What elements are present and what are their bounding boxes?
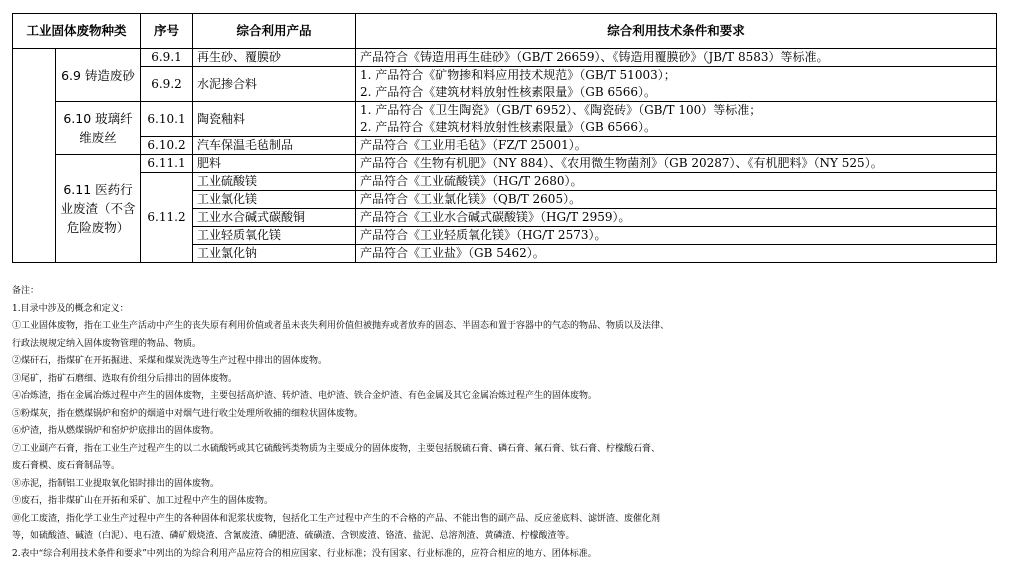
- note-line: ⑦工业副产石膏，指在工业生产过程产生的以二水硫酸钙或其它硫酸钙类物质为主要成分的固体废物，主要包括脱硫石膏、磷石膏、氟石膏、钛石膏、柠檬酸石膏、: [12, 443, 661, 454]
- row-requirement: [356, 137, 997, 155]
- requirement-line: 2. 产品符合《建筑材料放射性核素限量》（GB 6566）。: [360, 85, 657, 99]
- row-product: 工业水合碱式碳酸铜: [193, 209, 356, 227]
- note-line: 1.目录中涉及的概念和定义：: [12, 303, 129, 314]
- row-requirement: [356, 49, 997, 67]
- type-pharma-waste: 6.11 医药行业废渣（不含危险废物）: [56, 155, 141, 263]
- table-row: [13, 67, 997, 102]
- table-row: [13, 155, 997, 173]
- note-line: 行政法规规定纳入固体废物管理的物品、物质。: [12, 338, 202, 349]
- requirement-line: 2. 产品符合《建筑材料放射性核素限量》（GB 6566）。: [360, 120, 657, 134]
- requirement-line: 1. 产品符合《卫生陶瓷》（GB/T 6952）、《陶瓷砖》（GB/T 100）等标准；: [360, 103, 762, 117]
- note-line: ②煤矸石，指煤矿在开拓掘进、采煤和煤炭洗选等生产过程中排出的固体废物。: [12, 356, 328, 366]
- type-glass-fiber: 6.10 玻璃纤维废丝: [56, 102, 141, 155]
- row-requirement: [356, 227, 997, 245]
- table-header-row: [13, 14, 997, 49]
- requirement-line: 1. 产品符合《矿物掺和料应用技术规范》（GB/T 51003）；: [360, 68, 676, 82]
- row-requirement: [356, 191, 997, 209]
- table-row: [13, 173, 997, 191]
- row-no: 6.10.2: [141, 137, 193, 155]
- requirement-line: 产品符合《工业轻质氧化镁》（HG/T 2573）。: [360, 228, 607, 242]
- notes-section: [12, 283, 1000, 563]
- note-line: ④冶炼渣，指在金属冶炼过程中产生的固体废物，主要包括高炉渣、转炉渣、电炉渣、铁合金炉渣、有色金属及其它金属冶炼过程产生的固体废物。: [12, 391, 598, 401]
- note-line: 2.表中“综合利用技术条件和要求”中列出的为综合利用产品应符合的相应国家、行业标准；没有国家、行业标准的，应符合相应的地方、团体标准。: [12, 548, 597, 559]
- standards-table: [12, 13, 997, 263]
- requirement-line: 产品符合《工业盐》（GB 5462）。: [360, 246, 545, 260]
- type-foundry-sand: 6.9 铸造废砂: [56, 49, 141, 102]
- row-requirement: [356, 173, 997, 191]
- note-line: ③尾矿，指矿石磨细、选取有价组分后排出的固体废物。: [12, 373, 238, 384]
- row-no: 6.10.1: [141, 102, 193, 137]
- row-no: 6.9.2: [141, 67, 193, 102]
- row-product: 工业氯化钠: [193, 245, 356, 263]
- row-requirement: [356, 67, 997, 102]
- note-line: ⑩化工废渣，指化学工业生产过程中产生的各种固体和泥浆状废物，包括化工生产过程中产生的不合格的产品、不能出售的副产品、反应釜底料、滤饼渣、废催化剂: [12, 513, 661, 524]
- row-product: 陶瓷釉料: [193, 102, 356, 137]
- table-row: [13, 137, 997, 155]
- note-line: ⑧赤泥，指制铝工业提取氧化铝时排出的固体废物。: [12, 478, 220, 489]
- table-row: [13, 102, 997, 137]
- row-product: 肥料: [193, 155, 356, 173]
- row-no: 6.9.1: [141, 49, 193, 67]
- row-product: 水泥掺合料: [193, 67, 356, 102]
- row-product: 再生砂、覆膜砂: [193, 49, 356, 67]
- requirement-line: 产品符合《铸造用再生硅砂》（GB/T 26659）、《铸造用覆膜砂》（JB/T 8583）等标准。: [360, 50, 829, 64]
- row-requirement: [356, 209, 997, 227]
- row-requirement: [356, 102, 997, 137]
- note-line: 等，如硫酸渣、碱渣（白泥）、电石渣、磷矿煅烧渣、含氰废渣、磷肥渣、硫磺渣、含钡废渣、铬渣、盐泥、总溶剂渣、黄磷渣、柠檬酸渣等。: [12, 531, 575, 541]
- header-product: 综合利用产品: [193, 14, 356, 49]
- requirement-line: 产品符合《工业氯化镁》（QB/T 2605）。: [360, 192, 582, 206]
- row-product: 汽车保温毛毡制品: [193, 137, 356, 155]
- row-requirement: [356, 245, 997, 263]
- requirement-line: 产品符合《工业硫酸镁》（HG/T 2680）。: [360, 174, 583, 188]
- row-product: 工业轻质氧化镁: [193, 227, 356, 245]
- requirement-line: 产品符合《工业水合碱式碳酸镁》（HG/T 2959）。: [360, 210, 631, 224]
- row-product: 工业氯化镁: [193, 191, 356, 209]
- notes-heading: 备注：: [12, 286, 40, 296]
- note-line: ①工业固体废物，指在工业生产活动中产生的丧失原有利用价值或者虽未丧失利用价值但被抛弃或者放弃的固态、半固态和置于容器中的气态的物品、物质以及法律、: [12, 321, 670, 331]
- header-waste-type: 工业固体废物种类: [13, 14, 141, 49]
- row-no: 6.11.1: [141, 155, 193, 173]
- note-line: ⑤粉煤灰，指在燃煤锅炉和窑炉的烟道中对烟气进行收尘处理所收捕的细粒状固体废物。: [12, 408, 364, 419]
- note-line: ⑥炉渣，指从燃煤锅炉和窑炉炉底排出的固体废物。: [12, 426, 220, 436]
- requirement-line: 产品符合《工业用毛毡》（FZ/T 25001）。: [360, 138, 587, 152]
- row-no: 6.11.2: [141, 173, 193, 263]
- category-blank-cell: [13, 49, 56, 263]
- note-line: 废石膏模、废石膏制品等。: [12, 461, 121, 471]
- note-line: ⑨废石，指非煤矿山在开拓和采矿、加工过程中产生的固体废物。: [12, 496, 274, 506]
- header-serial-no: 序号: [141, 14, 193, 49]
- header-requirements: 综合利用技术条件和要求: [356, 14, 997, 49]
- row-requirement: [356, 155, 997, 173]
- requirement-line: 产品符合《生物有机肥》（NY 884）、《农用微生物菌剂》（GB 20287）、《有机肥料》（NY 525）。: [360, 156, 883, 170]
- row-product: 工业硫酸镁: [193, 173, 356, 191]
- table-row: [13, 49, 997, 67]
